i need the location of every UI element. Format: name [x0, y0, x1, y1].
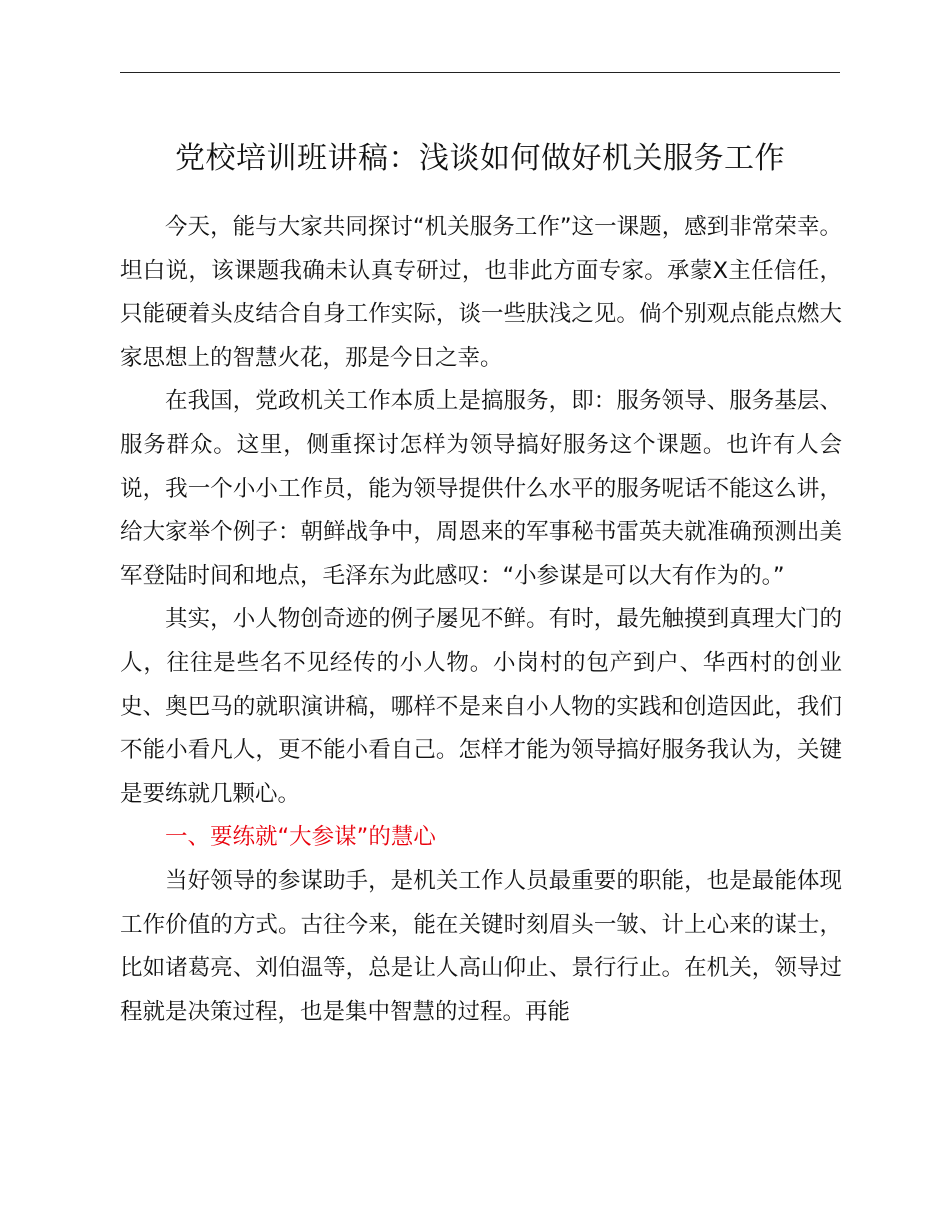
paragraph-small-people: 其实，小人物创奇迹的例子屡见不鲜。有时，最先触摸到真理大门的人，往往是些名不见经传的小人物。小岗村的包产到户、华西村的创业史、奥巴马的就职演讲稿，哪样不是来自小人物的实践和创造因此，我们不能小看凡人，更不能小看自己。怎样才能为领导搞好服务我认为，关键是要练就几颗心。: [120, 606, 842, 807]
document-body: [120, 206, 842, 1034]
section-heading: 一、要练就“大参谋”的慧心: [165, 824, 436, 851]
paragraph-service: 在我国，党政机关工作本质上是搞服务，即：服务领导、服务基层、服务群众。这里，侧重探讨怎样为领导搞好服务这个课题。也许有人会说，我一个小小工作员，能为领导提供什么水平的服务呢话不能这么讲，给大家举个例子：朝鲜战争中，周恩来的军事秘书雷英夫就准确预测出美军登陆时间和地点，毛泽东为此感叹：“小参谋是可以大有作为的。”: [120, 388, 842, 589]
paragraph-section-one: 当好领导的参谋助手，是机关工作人员最重要的职能，也是最能体现工作价值的方式。古往今来，能在关键时刻眉头一皱、计上心来的谋士，比如诸葛亮、刘伯温等，总是让人高山仰止、景行行止。在机关，领导过程就是决策过程，也是集中智慧的过程。再能: [120, 867, 842, 1025]
header-rule: [120, 72, 840, 73]
document-title: 党校培训班讲稿：浅谈如何做好机关服务工作: [175, 141, 785, 176]
paragraph-intro: 今天，能与大家共同探讨“机关服务工作”这一课题，感到非常荣幸。坦白说，该课题我确未认真专研过，也非此方面专家。承蒙X主任信任，只能硬着头皮结合自身工作实际，谈一些肤浅之见。倘个别观点能点燃大家思想上的智慧火花，那是今日之幸。: [120, 214, 842, 371]
